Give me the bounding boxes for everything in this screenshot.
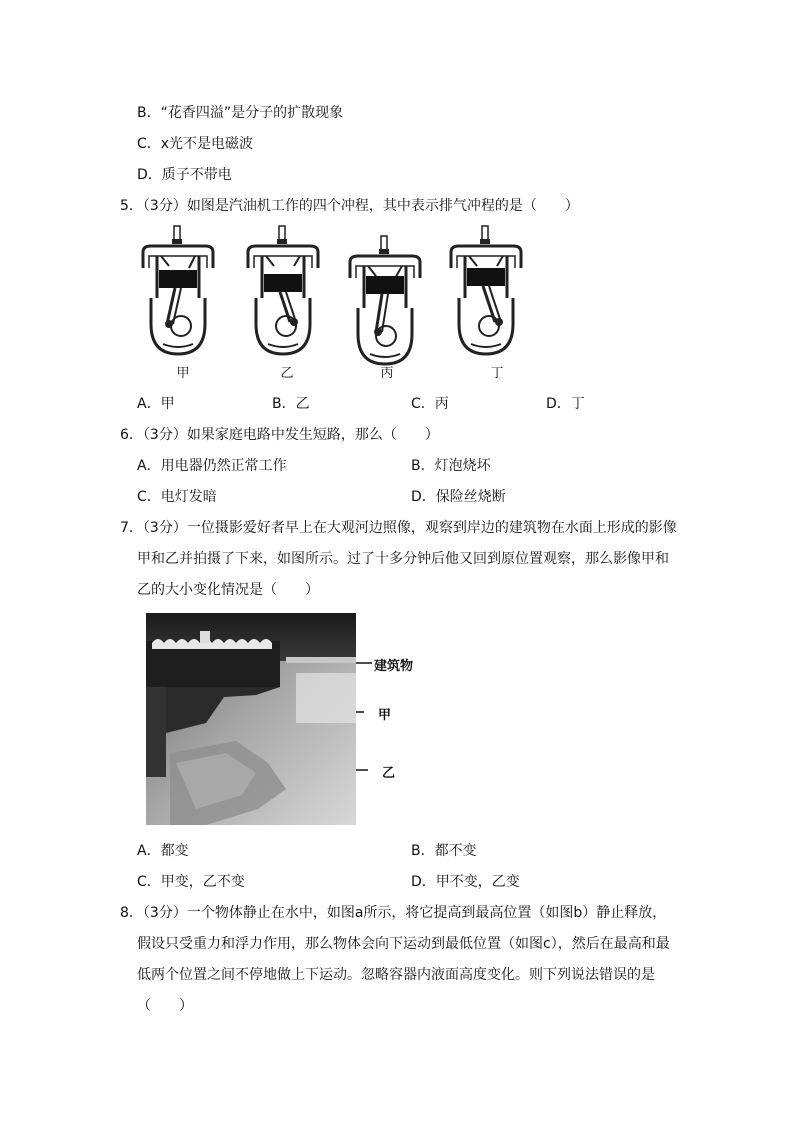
q4-option-d: D．质子不带电 [137,167,232,183]
q7-stem-line3: 乙的大小变化情况是（ ） [137,582,319,598]
q7-stem-line1: 7．（3分）一位摄影爱好者早上在大观河边照像，观察到岸边的建筑物在水面上形成的影像 [120,520,677,536]
q5-option-c: C．丙 [411,396,449,412]
q7-option-c: C．甲变，乙不变 [137,874,245,890]
engine-yi [248,226,318,354]
q6-stem: 6．（3分）如果家庭电路中发生短路，那么（ ） [120,427,439,443]
label-yi: 乙 [382,766,396,781]
q7-option-b: B．都不变 [411,843,477,859]
q7-stem-line2: 甲和乙并拍摄了下来，如图所示。过了十多分钟后他又回到原位置观察，那么影像甲和 [137,551,669,567]
q5-option-d: D．丁 [546,396,585,412]
figure-label-jia: 甲 [176,366,190,381]
engine-jia [143,226,213,354]
label-jia: 甲 [378,708,392,723]
q6-option-a: A．用电器仍然正常工作 [137,458,287,474]
figure-label-yi: 乙 [280,366,294,381]
q7-option-d: D．甲不变，乙变 [411,874,520,890]
q4-option-b: B．“花香四溢”是分子的扩散现象 [137,105,344,121]
q8-stem-line4: （ ） [137,998,193,1014]
q8-stem-line3: 低两个位置之间不停地做上下运动。忽略容器内液面高度变化。则下列说法错误的是 [137,967,655,983]
figure-label-bing: 丙 [380,366,394,381]
engine-ding [451,226,521,354]
q6-option-b: B．灯泡烧坏 [411,458,491,474]
q6-option-c: C．电灯发暗 [137,489,217,505]
figure-label-ding: 丁 [490,366,504,381]
river-photo [146,613,356,825]
q6-option-d: D．保险丝烧断 [411,489,506,505]
q5-stem: 5．（3分）如图是汽油机工作的四个冲程，其中表示排气冲程的是（ ） [120,198,579,214]
q8-stem-line1: 8．（3分）一个物体静止在水中，如图a所示，将它提高到最高位置（如图b）静止释放， [120,905,667,921]
q5-option-a: A．甲 [137,396,175,412]
engine-bing [350,236,420,364]
q4-option-c: C．x光不是电磁波 [137,136,254,152]
q8-stem-line2: 假设只受重力和浮力作用，那么物体会向下运动到最低位置（如图c），然后在最高和最 [137,936,670,952]
label-building: 建筑物 [374,659,414,674]
q7-option-a: A．都变 [137,843,189,859]
q5-option-b: B．乙 [272,396,310,412]
